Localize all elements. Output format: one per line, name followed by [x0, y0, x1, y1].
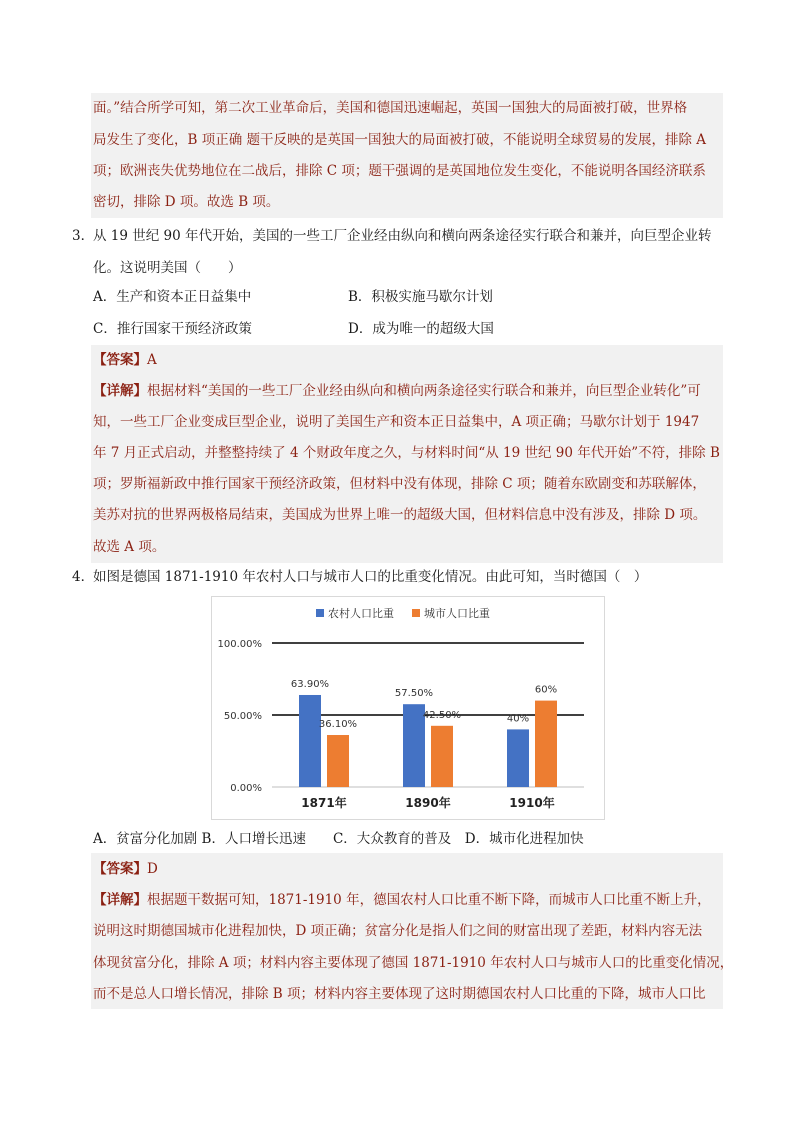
detail-text: 根据材料“美国的一些工厂企业经由纵向和横向两条途径实行联合和兼并，向巨型企业转化”可 — [147, 383, 701, 399]
bar-chart-svg — [212, 597, 604, 819]
answer-value: D — [147, 861, 158, 877]
y-tick-label: 100.00% — [217, 639, 262, 650]
bar — [299, 695, 321, 787]
detail-line: 而不是总人口增长情况，排除 B 项；材料内容主要体现了这时期德国农村人口比重的下降，城市人口比 — [93, 986, 706, 1002]
detail-line: 面。”结合所学可知，第二次工业革命后，美国和德国迅速崛起，英国一国独大的局面被打破，世界格 — [93, 100, 688, 116]
detail-line: 项；罗斯福新政中推行国家干预经济政策，但材料中没有体现，排除 C 项；随着东欧剧变和苏联解体， — [93, 476, 706, 492]
question-number: 3． — [72, 228, 95, 244]
answer-tag: 【答案】 — [93, 352, 147, 368]
bar — [403, 704, 425, 787]
answer-line — [93, 350, 157, 370]
option-c: C．推行国家干预经济政策 — [93, 321, 252, 337]
bar — [431, 726, 453, 787]
detail-tag: 【详解】 — [93, 892, 147, 908]
legend-label: 农村人口比重 — [328, 607, 394, 620]
detail-line: 故选 A 项。 — [93, 539, 166, 555]
data-label: 42.50% — [422, 709, 462, 721]
bar — [535, 701, 557, 787]
detail-line: 密切，排除 D 项。故选 B 项。 — [93, 194, 280, 210]
options-line: A．贫富分化加剧 B．人口增长迅速 C．大众教育的普及 D．城市化进程加快 — [93, 831, 584, 847]
data-label: 60% — [534, 684, 558, 696]
x-tick-label: 1890年 — [405, 796, 451, 810]
question-number: 4． — [72, 569, 95, 585]
detail-line — [93, 381, 701, 401]
option-d: D．成为唯一的超级大国 — [348, 321, 494, 337]
option-a: A．生产和资本正日益集中 — [93, 289, 252, 305]
answer-line — [93, 859, 158, 879]
legend-label: 城市人口比重 — [424, 607, 490, 620]
data-label: 57.50% — [394, 688, 434, 700]
legend-swatch — [412, 609, 420, 617]
question-stem: 化。这说明美国（ ） — [93, 260, 242, 276]
answer-value: A — [147, 352, 157, 368]
question-stem: 如图是德国 1871-1910 年农村人口与城市人口的比重变化情况。由此可知，当时德国（ ） — [93, 569, 648, 585]
detail-line: 说明这时期德国城市化进程加快，D 项正确；贫富分化是指人们之间的财富出现了差距，材料内容无法 — [93, 923, 703, 939]
data-label: 40% — [506, 713, 530, 725]
population-chart — [211, 596, 605, 820]
data-label: 63.90% — [290, 678, 330, 690]
detail-line — [93, 890, 711, 910]
detail-line: 体现贫富分化，排除 A 项；材料内容主要体现了德国 1871-1910 年农村人口与城市人口的比重变化情况， — [93, 955, 734, 971]
bar — [327, 735, 349, 787]
answer-tag: 【答案】 — [93, 861, 147, 877]
detail-text: 根据题干数据可知，1871-1910 年，德国农村人口比重不断下降，而城市人口比重不断上升， — [147, 892, 711, 908]
detail-line: 知，一些工厂企业变成巨型企业，说明了美国生产和资本正日益集中，A 项正确；马歇尔计划于 1947 — [93, 414, 700, 430]
option-b: B．积极实施马歇尔计划 — [348, 289, 493, 305]
question-stem: 从 19 世纪 90 年代开始，美国的一些工厂企业经由纵向和横向两条途径实行联合和兼并，向巨型企业转 — [93, 228, 712, 244]
legend-swatch — [316, 609, 324, 617]
y-tick-label: 0.00% — [230, 783, 262, 794]
detail-line: 项；欧洲丧失优势地位在二战后，排除 C 项；题干强调的是英国地位发生变化，不能说明各国经济联系 — [93, 163, 706, 179]
bar — [507, 729, 529, 787]
detail-line: 美苏对抗的世界两极格局结束，美国成为世界上唯一的超级大国，但材料信息中没有涉及，排除 D 项。 — [93, 507, 707, 523]
data-label: 36.10% — [318, 719, 358, 731]
detail-tag: 【详解】 — [93, 383, 147, 399]
x-tick-label: 1871年 — [301, 796, 347, 810]
detail-line: 年 7 月正式启动，并整整持续了 4 个财政年度之久，与材料时间“从 19 世纪 90 年代开始”不符，排除 B — [93, 445, 720, 461]
detail-line: 局发生了变化，B 项正确 题干反映的是英国一国独大的局面被打破，不能说明全球贸易的发展，排除 A — [93, 132, 707, 148]
x-tick-label: 1910年 — [509, 796, 555, 810]
y-tick-label: 50.00% — [223, 711, 262, 722]
